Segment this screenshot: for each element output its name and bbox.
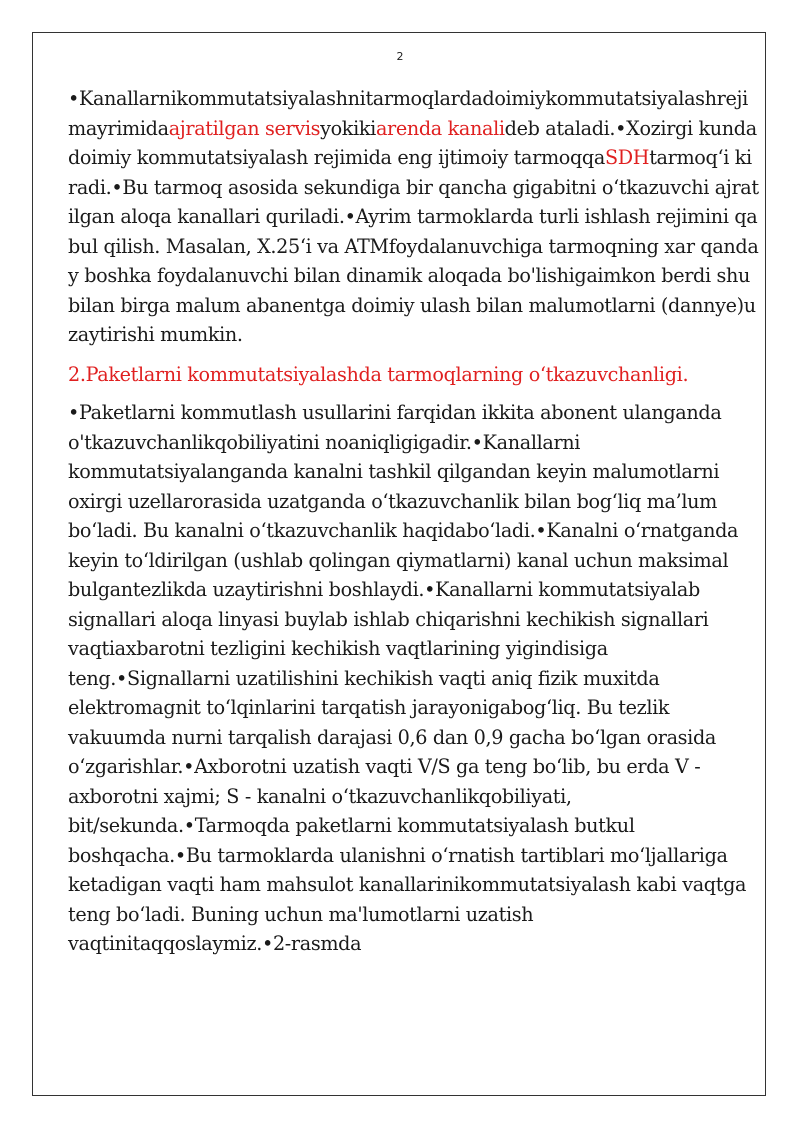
paragraph-kanallar [68, 84, 760, 350]
paragraph-paketlar: •Paketlarni kommutlash usullarini farqidan ikkita abonent ulanganda o'tkazuvchanlikqobiliyatini noaniqligigadir.•Kanallarni kommutatsiyalanganda kanalni tashkil qilgandan keyin malumotlarni oxirgi uzellarorasida uzatganda o‘tkazuvchanlik bilan bog‘liq ma’lum bo‘ladi. Bu kanalni o‘tkazuvchanlik haqidabo‘ladi.•Kanalni o‘rnatganda keyin to‘ldirilgan (ushlab qolingan qiymatlarni) kanal uchun maksimal bulgantezlikda uzaytirishni boshlaydi.•Kanallarni kommutatsiyalab signallari aloqa linyasi buylab ishlab chiqarishni kechikish signallari vaqtiaxbarotni tezligini kechikish vaqtlarining yigindisiga teng.•Signallarni uzatilishini kechikish vaqti aniq fizik muxitda elektromagnit to‘lqinlarini tarqatish jarayonigabog‘liq. Bu tezlik vakuumda nurni tarqalish darajasi 0,6 dan 0,9 gacha bo‘lgan orasida o‘zgarishlar.•Axborotni uzatish vaqti V/S ga teng bo‘lib, bu erda V - axborotni xajmi; S - kanalni o‘tkazuvchanlikqobiliyati, bit/sekunda.•Tarmoqda paketlarni kommutatsiyalash butkul boshqacha.•Bu tarmoklarda ulanishni o‘rnatish tartiblari mo‘ljallariga ketadigan vaqti ham mahsulot kanallarinikommutatsiyalash kabi vaqtga teng bo‘ladi. Buning uchun ma'lumotlarni uzatish vaqtinitaqqoslaymiz.•2-rasmda [68, 401, 747, 955]
section-heading: 2.Paketlarni kommutatsiyalashda tarmoqlarning o‘tkazuvchanligi. [68, 362, 689, 386]
paragraph-text: deb ataladi.•Xozirgi kunda doimiy kommutatsiyalash rejimida eng ijtimoiy tarmoqqa [68, 116, 757, 169]
highlight-sdh: SDH [604, 146, 650, 169]
paragraph-text: tarmoq‘i kiradi.•Bu tarmoq asosida sekundiga bir qancha gigabitni o‘tkazuvchi ajratilgan aloqa kanallari quriladi.•Ayrim tarmoklarda turli ishlash rejimini qabul qilish. Masalan, X.25‘i va ATMfoydalanuvchiga tarmoqning xar qanday boshka foydalanuvchi bilan dinamik aloqada bo'lishigaimkon berdi shu bilan birga malum abanentga doimiy ulash bilan malumotlarni (dannye)uzaytirishi mumkin. [68, 146, 759, 346]
highlight-arenda-kanali: arenda kanali [375, 116, 505, 140]
page-number: 2 [396, 50, 404, 63]
paragraph-text: yokiki [320, 116, 376, 140]
document-body [68, 84, 760, 959]
highlight-ajratilgan-servis: ajratilgan servis [168, 116, 321, 140]
paragraph-text: •Kanallarnikommutatsiyalashnitarmoqlardadoimiykommutatsiyalashrejimayrimida [68, 87, 748, 140]
